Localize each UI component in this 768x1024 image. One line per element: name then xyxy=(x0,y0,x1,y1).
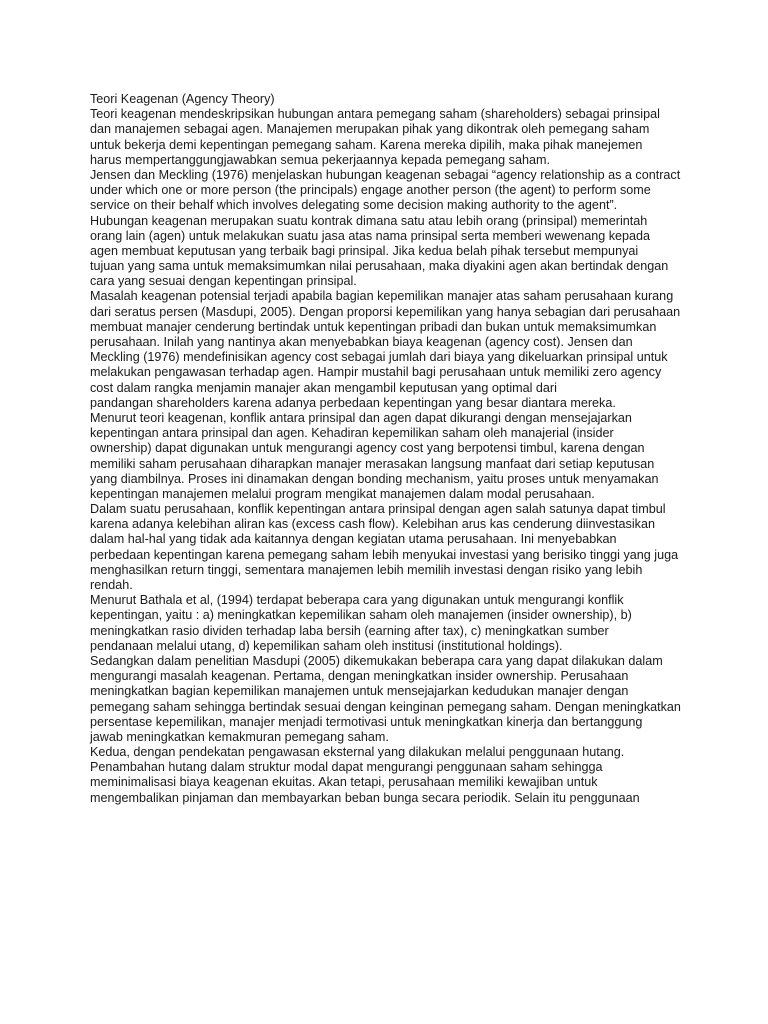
text-line: service on their behalf which involves delegating some decision making authority to the agent”. xyxy=(90,198,618,213)
text-line: Penambahan hutang dalam struktur modal dapat mengurangi penggunaan saham sehingga xyxy=(90,760,603,775)
text-line: Menurut Bathala et al, (1994) terdapat beberapa cara yang digunakan untuk mengurangi konflik xyxy=(90,593,624,608)
text-line: mengurangi masalah keagenan. Pertama, dengan meningkatkan insider ownership. Perusahaan xyxy=(90,669,629,684)
text-line: persentase kepemilikan, manajer menjadi termotivasi untuk meningkatkan kinerja dan bertanggung xyxy=(90,714,643,729)
text-line: Meckling (1976) mendefinisikan agency cost sebagai jumlah dari biaya yang dikeluarkan prinsipal untuk xyxy=(90,350,668,365)
text-line: agen membuat keputusan yang terbaik bagi prinsipal. Jika kedua belah pihak tersebut mempunyai xyxy=(90,243,639,258)
text-line: memiliki saham perusahaan diharapkan manajer merasakan langsung manfaat dari setiap keputusan xyxy=(90,456,655,471)
text-line: karena adanya kelebihan aliran kas (excess cash flow). Kelebihan arus kas cenderung diinvestasikan xyxy=(90,517,655,532)
text-line: kepentingan manajemen melalui program mengikat manajemen dalam modal perusahaan. xyxy=(90,486,595,501)
text-line: orang lain (agen) untuk melakukan suatu jasa atas nama prinsipal serta memberi wewenang kepada xyxy=(90,228,651,243)
text-line: ownership) dapat digunakan untuk mengurangi agency cost yang berpotensi timbul, karena dengan xyxy=(90,441,645,456)
text-line: meningkatkan rasio dividen terhadap laba bersih (earning after tax), c) meningkatkan sumber xyxy=(90,623,609,638)
text-line: menghasilkan return tinggi, sementara manajemen lebih memilih investasi dengan risiko yang lebih xyxy=(90,562,643,577)
text-line: Menurut teori keagenan, konflik antara prinsipal dan agen dapat dikurangi dengan mensejajarkan xyxy=(90,410,632,425)
text-line: dan manajemen sebagai agen. Manajemen merupakan pihak yang dikontrak oleh pemegang saham xyxy=(90,122,650,137)
text-line: Dalam suatu perusahaan, konflik kepentingan antara prinsipal dengan agen salah satunya dapat timbul xyxy=(90,502,666,517)
text-line: yang diambilnya. Proses ini dinamakan dengan bonding mechanism, yaitu proses untuk menyamakan xyxy=(90,471,659,486)
text-line: under which one or more person (the principals) engage another person (the agent) to perform some xyxy=(90,183,651,198)
document-title: Teori Keagenan (Agency Theory) xyxy=(90,92,275,106)
text-line: untuk bekerja demi kepentingan pemegang saham. Karena mereka dipilih, maka pihak manejemen xyxy=(90,137,643,152)
text-line: mengembalikan pinjaman dan membayarkan beban bunga secara periodik. Selain itu penggunaan xyxy=(90,790,640,805)
text-line: rendah. xyxy=(90,578,133,592)
text-line: dalam hal-hal yang tidak ada kaitannya dengan kegiatan utama perusahaan. Ini menyebabkan xyxy=(90,532,617,547)
text-line: Hubungan keagenan merupakan suatu kontrak dimana satu atau lebih orang (prinsipal) memerintah xyxy=(90,213,648,228)
text-line: pandangan shareholders karena adanya perbedaan kepentingan yang besar diantara mereka. xyxy=(90,395,616,410)
text-line: Teori keagenan mendeskripsikan hubungan antara pemegang saham (shareholders) sebagai prinsipal xyxy=(90,107,660,122)
text-line: kepentingan, yaitu : a) meningkatkan kepemilikan saham oleh manajemen (insider ownership), b) xyxy=(90,608,632,623)
document-page xyxy=(90,92,690,806)
text-line: perbedaan kepentingan karena pemegang saham lebih menyukai investasi yang berisiko tinggi yang juga xyxy=(90,547,679,562)
text-line: cara yang sesuai dengan kepentingan prinsipal. xyxy=(90,274,357,289)
text-line: meningkatkan bagian kepemilikan manajemen untuk mensejajarkan kedudukan manajer dengan xyxy=(90,684,629,699)
text-line: Jensen dan Meckling (1976) menjelaskan hubungan keagenan sebagai “agency relationship as a contract xyxy=(90,167,681,182)
text-line: meminimalisasi biaya keagenan ekuitas. Akan tetapi, perusahaan memiliki kewajiban untuk xyxy=(90,775,598,790)
text-line: dari seratus persen (Masdupi, 2005). Dengan proporsi kepemilikan yang hanya sebagian dari perusahaan xyxy=(90,304,681,319)
text-line: Sedangkan dalam penelitian Masdupi (2005) dikemukakan beberapa cara yang dapat dilakukan dalam xyxy=(90,653,663,668)
text-line: jawab meningkatkan kemakmuran pemegang saham. xyxy=(90,729,389,744)
text-line: tujuan yang sama untuk memaksimumkan nilai perusahaan, maka diyakini agen akan bertindak dengan xyxy=(90,259,669,274)
text-line: pendanaan melalui utang, d) kepemilikan saham oleh institusi (institutional holdings). xyxy=(90,638,563,653)
text-line: Masalah keagenan potensial terjadi apabila bagian kepemilikan manajer atas saham perusahaan kurang xyxy=(90,289,674,304)
text-line: melakukan pengawasan terhadap agen. Hampir mustahil bagi perusahaan untuk memiliki zero agency xyxy=(90,365,662,380)
text-line: cost dalam rangka menjamin manajer akan mengambil keputusan yang optimal dari xyxy=(90,380,557,395)
text-line: Kedua, dengan pendekatan pengawasan eksternal yang dilakukan melalui penggunaan hutang. xyxy=(90,745,625,760)
text-line: membuat manajer cenderung bertindak untuk kepentingan pribadi dan bukan untuk memaksimumkan xyxy=(90,319,657,334)
text-line: pemegang saham sehingga bertindak sesuai dengan keinginan pemegang saham. Dengan meningkatkan xyxy=(90,699,681,714)
text-line: harus mempertanggungjawabkan semua pekerjaannya kepada pemegang saham. xyxy=(90,152,550,167)
text-line: kepentingan antara prinsipal dan agen. Kehadiran kepemilikan saham oleh manajerial (insider xyxy=(90,426,614,441)
text-line: perusahaan. Inilah yang nantinya akan menyebabkan biaya keagenan (agency cost). Jensen dan xyxy=(90,335,633,349)
